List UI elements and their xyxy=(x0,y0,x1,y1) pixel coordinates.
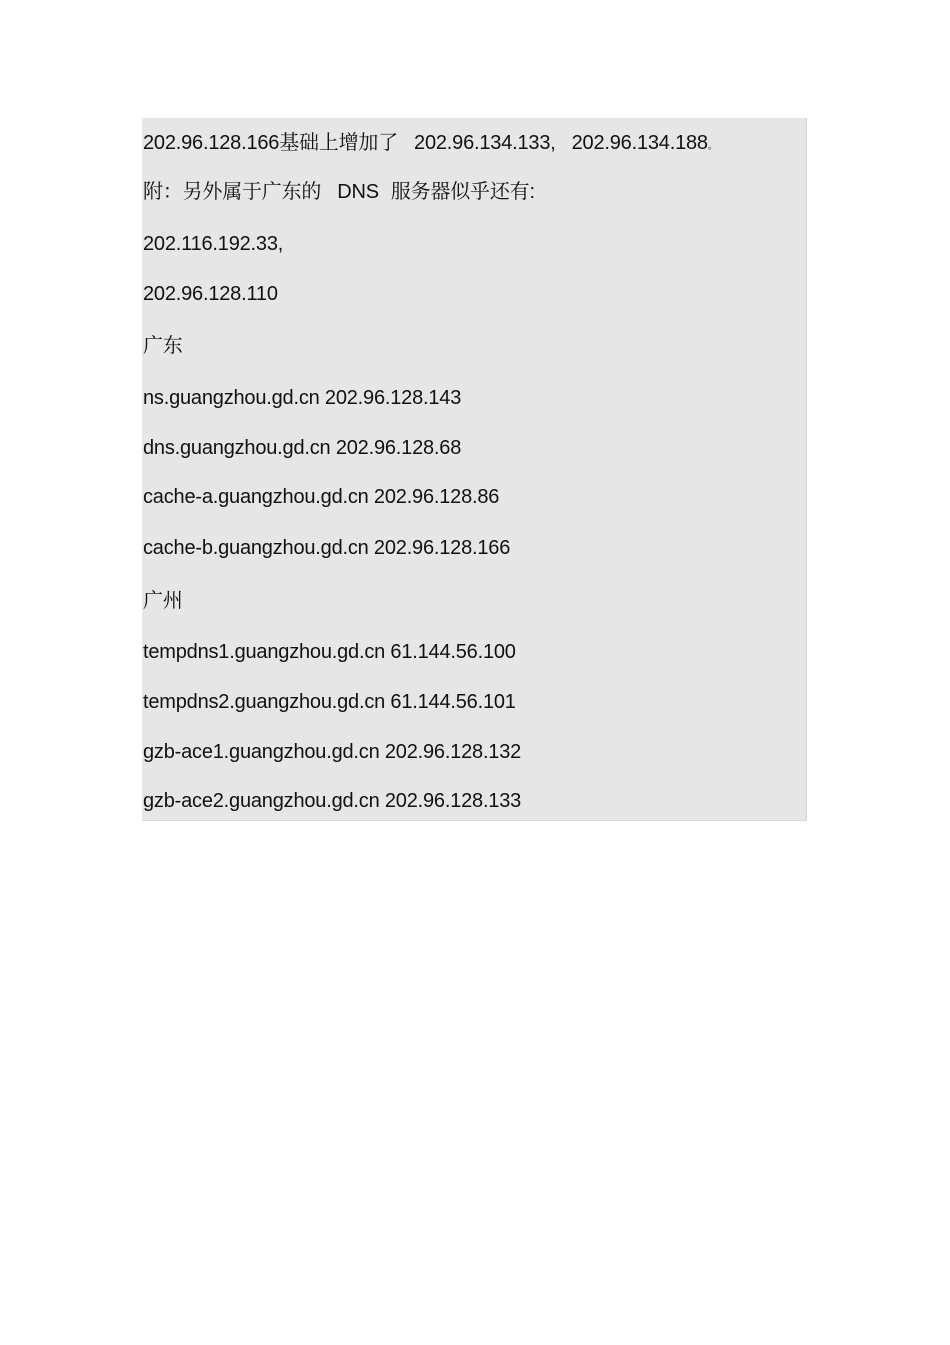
dns-entry: gzb-ace1.guangzhou.gd.cn 202.96.128.132 xyxy=(143,741,522,763)
note-suffix: 服务器似乎还有: xyxy=(390,181,535,203)
dns-entry: ns.guangzhou.gd.cn 202.96.128.143 xyxy=(143,387,462,409)
dns-entry: tempdns2.guangzhou.gd.cn 61.144.56.101 xyxy=(143,691,516,713)
section-heading-guangzhou: 广州 xyxy=(143,590,183,612)
note-prefix: 附：另外属于广东的 xyxy=(143,181,322,203)
ip-address: 202.116.192.33 xyxy=(143,233,278,255)
section-heading-guangdong: 广东 xyxy=(143,335,183,357)
text-line-ip: 202.96.128.110 xyxy=(143,283,278,305)
dns-entry: dns.guangzhou.gd.cn 202.96.128.68 xyxy=(143,437,462,459)
shaded-text-block xyxy=(142,118,807,821)
separator: , xyxy=(277,233,284,255)
dns-entry: tempdns1.guangzhou.gd.cn 61.144.56.100 xyxy=(143,641,516,663)
dns-entry: cache-b.guangzhou.gd.cn 202.96.128.166 xyxy=(143,537,511,559)
line-prefix: 202.96.128.166基础上增加了 xyxy=(143,132,399,154)
ip-address: 202.96.134.133 xyxy=(414,132,551,154)
text-line-note xyxy=(143,180,535,204)
dns-entry: gzb-ace2.guangzhou.gd.cn 202.96.128.133 xyxy=(143,790,522,812)
dns-entry: cache-a.guangzhou.gd.cn 202.96.128.86 xyxy=(143,486,500,508)
ip-address: 202.96.134.188 xyxy=(571,132,708,154)
dns-label: DNS xyxy=(337,181,379,203)
text-line-ip-additions xyxy=(143,131,718,159)
separator: , xyxy=(550,132,556,154)
text-line-ip xyxy=(143,232,283,256)
sentence-end: 。 xyxy=(707,141,718,152)
